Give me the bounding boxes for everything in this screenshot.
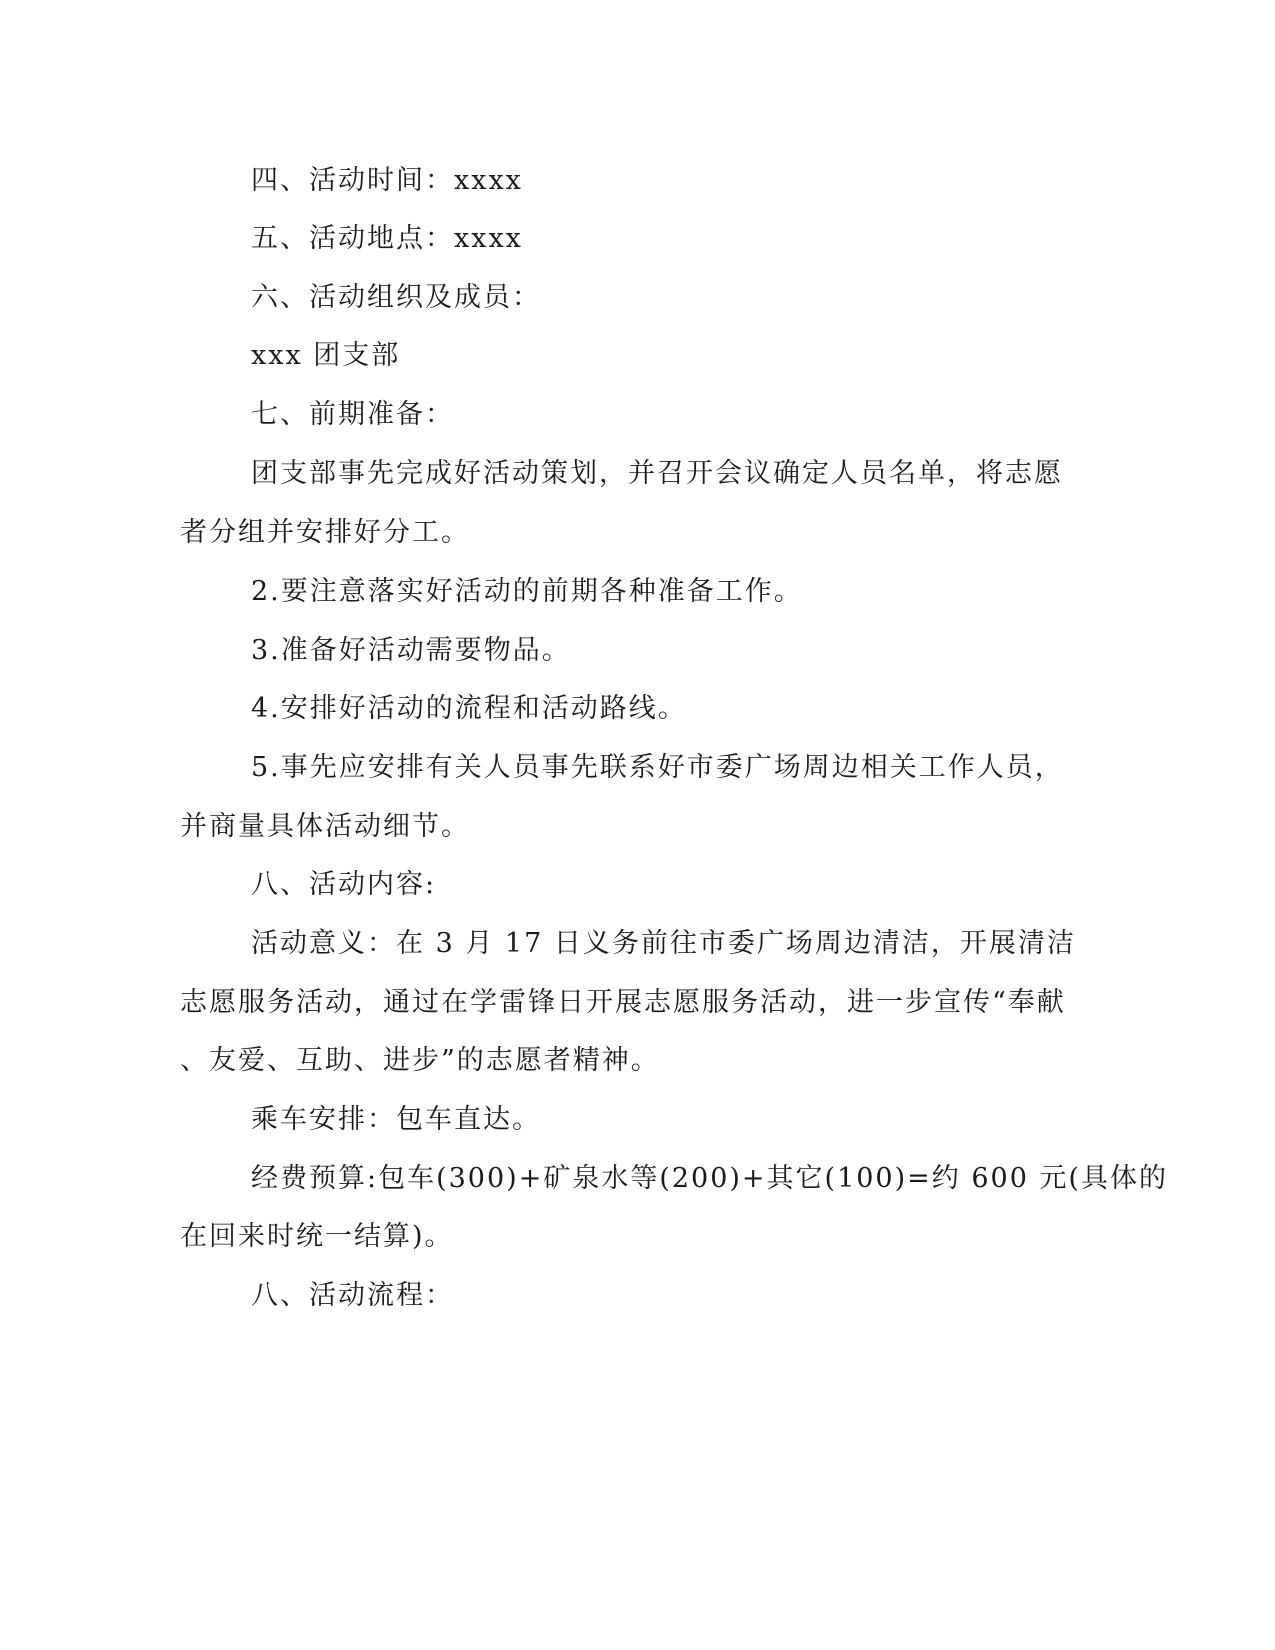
preparation-item-5-line-1: 5.事先应安排有关人员事先联系好市委广场周边相关工作人员， — [251, 752, 1064, 783]
content-budget-line-2: 在回来时统一结算)。 — [180, 1221, 454, 1252]
preparation-item-4: 4.安排好活动的流程和活动路线。 — [251, 693, 687, 724]
section-organization-heading: 六、活动组织及成员： — [251, 282, 541, 313]
content-significance-line-1: 活动意义：在 3 月 17 日义务前往市委广场周边清洁，开展清洁 — [251, 928, 1076, 959]
content-significance-line-2: 志愿服务活动，通过在学雷锋日开展志愿服务活动，进一步宣传“奉献 — [180, 987, 1066, 1018]
content-budget-line-1: 经费预算:包车(300)+矿泉水等(200)+其它(100)=约 600 元(具体的 — [251, 1163, 1169, 1194]
content-transport: 乘车安排：包车直达。 — [251, 1104, 541, 1135]
preparation-item-2: 2.要注意落实好活动的前期各种准备工作。 — [251, 576, 803, 607]
section-content-heading: 八、活动内容: — [251, 869, 437, 900]
section-preparation-heading: 七、前期准备： — [251, 399, 454, 430]
preparation-item-1-line-1: 团支部事先完成好活动策划，并召开会议确定人员名单，将志愿 — [251, 458, 1063, 489]
section-activity-location: 五、活动地点：xxxx — [251, 223, 523, 254]
section-process-heading: 八、活动流程： — [251, 1280, 454, 1311]
content-significance-line-3: 、友爱、互助、进步”的志愿者精神。 — [180, 1045, 660, 1076]
preparation-item-3: 3.准备好活动需要物品。 — [251, 635, 571, 666]
organization-name: xxx 团支部 — [251, 340, 401, 371]
preparation-item-5-line-2: 并商量具体活动细节。 — [180, 811, 470, 842]
preparation-item-1-line-2: 者分组并安排好分工。 — [180, 517, 470, 548]
section-activity-time: 四、活动时间：xxxx — [251, 165, 523, 196]
